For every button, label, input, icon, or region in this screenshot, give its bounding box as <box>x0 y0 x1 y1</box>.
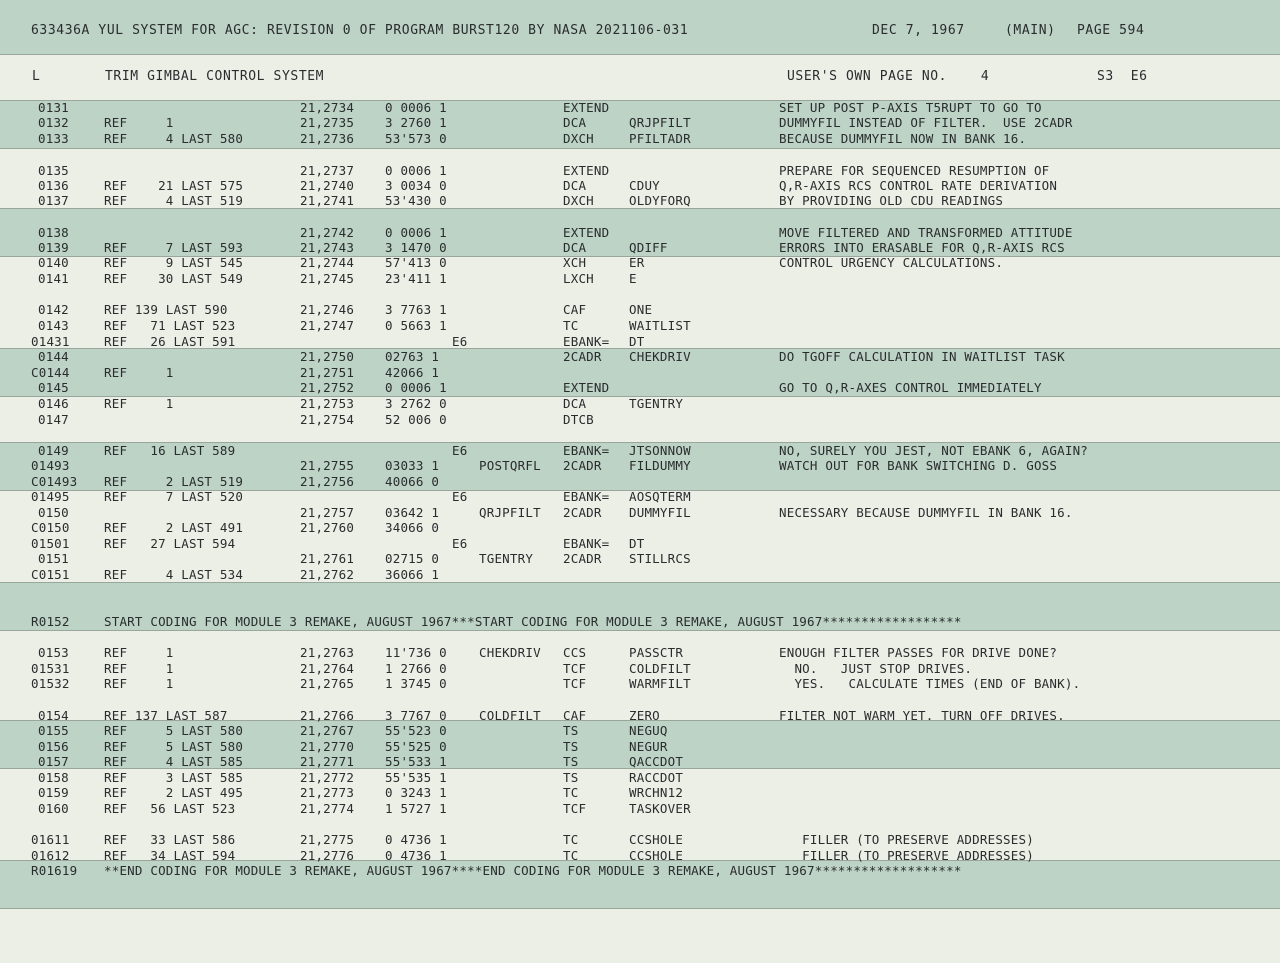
line-addr: 21,2747 <box>300 318 355 333</box>
listing-line <box>0 334 1280 349</box>
line-seq: C0150 <box>31 520 70 535</box>
line-op: DXCH <box>563 193 594 208</box>
line-seq: 0142 <box>38 302 69 317</box>
line-seq: 0154 <box>38 708 69 723</box>
listing-line <box>0 380 1280 395</box>
line-word: 03033 1 <box>385 458 440 473</box>
line-addr: 21,2746 <box>300 302 355 317</box>
band-edge <box>0 148 1280 149</box>
line-word: 36066 1 <box>385 567 440 582</box>
line-label: QRJPFILT <box>479 505 541 520</box>
line-addr: 21,2770 <box>300 739 355 754</box>
line-op: EBANK= <box>563 489 610 504</box>
line-word: 3 7767 0 <box>385 708 447 723</box>
subheader-title: TRIM GIMBAL CONTROL SYSTEM <box>105 69 325 84</box>
line-addr: 21,2754 <box>300 412 355 427</box>
line-ref: REF 56 LAST 523 <box>104 801 236 816</box>
line-word: 03642 1 <box>385 505 440 520</box>
line-ref: REF 2 LAST 519 <box>104 474 244 489</box>
line-word: 3 2760 1 <box>385 115 447 130</box>
line-operand: STILLRCS <box>629 551 691 566</box>
listing-line <box>0 801 1280 816</box>
line-ref: REF 4 LAST 534 <box>104 567 244 582</box>
band-edge <box>0 582 1280 583</box>
line-op: TS <box>563 770 579 785</box>
line-addr: 21,2737 <box>300 163 355 178</box>
line-ref: REF 30 LAST 549 <box>104 271 244 286</box>
line-word: 42066 1 <box>385 365 440 380</box>
line-addr: 21,2760 <box>300 520 355 535</box>
line-seq: 01431 <box>31 334 70 349</box>
line-op: TCF <box>563 661 587 676</box>
line-ref: REF 1 <box>104 115 174 130</box>
line-ref: REF 1 <box>104 676 174 691</box>
line-operand: WRCHN12 <box>629 785 684 800</box>
line-addr: 21,2735 <box>300 115 355 130</box>
line-operand: CCSHOLE <box>629 832 684 847</box>
line-addr: 21,2774 <box>300 801 355 816</box>
line-op: EXTEND <box>563 163 610 178</box>
line-ref: REF 4 LAST 580 <box>104 131 244 146</box>
line-ref: REF 137 LAST 587 <box>104 708 228 723</box>
listing-line <box>0 754 1280 769</box>
listing-line <box>0 551 1280 566</box>
line-addr: 21,2761 <box>300 551 355 566</box>
subheader-marker: L <box>32 69 41 84</box>
line-comment: FILTER NOT WARM YET. TURN OFF DRIVES. <box>779 708 1065 723</box>
line-word: 53'430 0 <box>385 193 447 208</box>
line-seq: 0143 <box>38 318 69 333</box>
line-comment: NO, SURELY YOU JEST, NOT EBANK 6, AGAIN? <box>779 443 1089 458</box>
line-addr: 21,2756 <box>300 474 355 489</box>
line-addr: 21,2743 <box>300 240 355 255</box>
line-addr: 21,2771 <box>300 754 355 769</box>
listing-line <box>0 458 1280 473</box>
line-word: E6 <box>452 536 468 551</box>
listing-line <box>0 163 1280 178</box>
line-comment: Q,R-AXIS RCS CONTROL RATE DERIVATION <box>779 178 1058 193</box>
line-addr: 21,2763 <box>300 645 355 660</box>
line-seq: C0151 <box>31 567 70 582</box>
line-ref: REF 34 LAST 594 <box>104 848 236 863</box>
line-operand: NEGUQ <box>629 723 668 738</box>
line-seq: 0151 <box>38 551 69 566</box>
line-op: TS <box>563 754 579 769</box>
listing-line <box>0 645 1280 660</box>
line-ref: REF 33 LAST 586 <box>104 832 236 847</box>
line-word: 52 006 0 <box>385 412 447 427</box>
listing-line <box>0 178 1280 193</box>
line-ref: REF 5 LAST 580 <box>104 723 244 738</box>
line-op: DCA <box>563 240 587 255</box>
line-word: 23'411 1 <box>385 271 447 286</box>
line-operand: DT <box>629 334 645 349</box>
line-operand: CDUY <box>629 178 660 193</box>
line-addr: 21,2765 <box>300 676 355 691</box>
line-word: 0 4736 1 <box>385 848 447 863</box>
listing-line <box>0 225 1280 240</box>
line-operand: WAITLIST <box>629 318 691 333</box>
line-op: TC <box>563 848 579 863</box>
line-comment: WATCH OUT FOR BANK SWITCHING D. GOSS <box>779 458 1058 473</box>
listing-line <box>0 785 1280 800</box>
line-label: COLDFILT <box>479 708 541 723</box>
subheader-codes: S3 E6 <box>1097 69 1148 84</box>
line-label: TGENTRY <box>479 551 534 566</box>
line-ref: REF 1 <box>104 396 174 411</box>
line-word: E6 <box>452 489 468 504</box>
listing-line <box>0 676 1280 691</box>
line-operand: JTSONNOW <box>629 443 691 458</box>
line-op: EXTEND <box>563 100 610 115</box>
line-operand: NEGUR <box>629 739 668 754</box>
line-ref: REF 26 LAST 591 <box>104 334 236 349</box>
line-seq: C01493 <box>31 474 78 489</box>
line-operand: ER <box>629 255 645 270</box>
listing-line <box>0 365 1280 380</box>
line-word: 0 5663 1 <box>385 318 447 333</box>
line-word: 57'413 0 <box>385 255 447 270</box>
listing-line <box>0 131 1280 146</box>
line-operand: FILDUMMY <box>629 458 691 473</box>
listing-line <box>0 302 1280 317</box>
line-op: TS <box>563 739 579 754</box>
listing-line <box>0 412 1280 427</box>
listing-line <box>0 848 1280 863</box>
line-addr: 21,2740 <box>300 178 355 193</box>
line-word: 0 0006 1 <box>385 225 447 240</box>
listing-line <box>0 739 1280 754</box>
listing-line <box>0 770 1280 785</box>
subheader-user-page: USER'S OWN PAGE NO. 4 <box>787 69 990 84</box>
line-comment: BY PROVIDING OLD CDU READINGS <box>779 193 1004 208</box>
line-ref: REF 16 LAST 589 <box>104 443 236 458</box>
line-ref: REF 2 LAST 495 <box>104 785 244 800</box>
line-word: 55'525 0 <box>385 739 447 754</box>
band-edge <box>0 54 1280 55</box>
line-seq: 01612 <box>31 848 70 863</box>
line-comment: FILLER (TO PRESERVE ADDRESSES) <box>779 848 1034 863</box>
listing-line <box>0 708 1280 723</box>
line-op: DCA <box>563 178 587 193</box>
line-seq: 0145 <box>38 380 69 395</box>
line-addr: 21,2744 <box>300 255 355 270</box>
line-op: TC <box>563 832 579 847</box>
line-operand: DT <box>629 536 645 551</box>
line-comment: PREPARE FOR SEQUENCED RESUMPTION OF <box>779 163 1050 178</box>
line-comment: BECAUSE DUMMYFIL NOW IN BANK 16. <box>779 131 1027 146</box>
line-operand: PFILTADR <box>629 131 691 146</box>
line-ref: REF 27 LAST 594 <box>104 536 236 551</box>
line-seq: 0153 <box>38 645 69 660</box>
line-op: 2CADR <box>563 349 602 364</box>
line-addr: 21,2755 <box>300 458 355 473</box>
line-op: 2CADR <box>563 505 602 520</box>
line-word: E6 <box>452 443 468 458</box>
line-label: POSTQRFL <box>479 458 541 473</box>
line-word: E6 <box>452 334 468 349</box>
header-page: PAGE 594 <box>1077 23 1145 38</box>
line-word: 55'535 1 <box>385 770 447 785</box>
listing-line <box>0 863 1280 878</box>
line-operand: QACCDOT <box>629 754 684 769</box>
listing-line <box>0 396 1280 411</box>
line-operand: COLDFILT <box>629 661 691 676</box>
band-edge <box>0 208 1280 209</box>
listing-line <box>0 505 1280 520</box>
line-comment: DUMMYFIL INSTEAD OF FILTER. USE 2CADR <box>779 115 1073 130</box>
line-op: CAF <box>563 302 587 317</box>
listing-line <box>0 100 1280 115</box>
line-ref: REF 71 LAST 523 <box>104 318 236 333</box>
line-word: 3 1470 0 <box>385 240 447 255</box>
line-op: DCA <box>563 396 587 411</box>
line-operand: RACCDOT <box>629 770 684 785</box>
line-comment: ENOUGH FILTER PASSES FOR DRIVE DONE? <box>779 645 1058 660</box>
line-op: EBANK= <box>563 536 610 551</box>
line-addr: 21,2766 <box>300 708 355 723</box>
line-seq: 01493 <box>31 458 70 473</box>
listing-line <box>0 489 1280 504</box>
line-word: 11'736 0 <box>385 645 447 660</box>
listing-line <box>0 318 1280 333</box>
line-word: 02715 0 <box>385 551 440 566</box>
line-op: EBANK= <box>563 443 610 458</box>
line-ref: REF 1 <box>104 661 174 676</box>
line-seq: 01501 <box>31 536 70 551</box>
line-seq: 0138 <box>38 225 69 240</box>
line-word: 0 0006 1 <box>385 100 447 115</box>
line-op: TCF <box>563 676 587 691</box>
line-seq: 0139 <box>38 240 69 255</box>
line-op: TCF <box>563 801 587 816</box>
line-op: 2CADR <box>563 458 602 473</box>
line-operand: PASSCTR <box>629 645 684 660</box>
header-main: (MAIN) <box>1005 23 1056 38</box>
listing-line <box>0 474 1280 489</box>
line-seq: 0135 <box>38 163 69 178</box>
line-word: 3 2762 0 <box>385 396 447 411</box>
line-comment: NECESSARY BECAUSE DUMMYFIL IN BANK 16. <box>779 505 1073 520</box>
line-seq: 0131 <box>38 100 69 115</box>
listing-line <box>0 661 1280 676</box>
line-seq: 0141 <box>38 271 69 286</box>
line-word: 3 7763 1 <box>385 302 447 317</box>
line-word: 55'523 0 <box>385 723 447 738</box>
line-seq: 0147 <box>38 412 69 427</box>
line-word: 40066 0 <box>385 474 440 489</box>
line-ref: REF 1 <box>104 645 174 660</box>
line-ref: REF 4 LAST 519 <box>104 193 244 208</box>
line-addr: 21,2773 <box>300 785 355 800</box>
line-operand: CHEKDRIV <box>629 349 691 364</box>
line-addr: 21,2775 <box>300 832 355 847</box>
line-addr: 21,2736 <box>300 131 355 146</box>
line-seq: 0133 <box>38 131 69 146</box>
line-ref: REF 21 LAST 575 <box>104 178 244 193</box>
line-ref: START CODING FOR MODULE 3 REMAKE, AUGUST 1967***START CODING FOR MODULE 3 REMAKE, AUGUST 1967****************** <box>104 614 962 629</box>
line-ref: REF 7 LAST 520 <box>104 489 244 504</box>
line-ref: REF 4 LAST 585 <box>104 754 244 769</box>
line-addr: 21,2750 <box>300 349 355 364</box>
line-comment: DO TGOFF CALCULATION IN WAITLIST TASK <box>779 349 1065 364</box>
line-ref: REF 5 LAST 580 <box>104 739 244 754</box>
line-operand: E <box>629 271 637 286</box>
line-op: EBANK= <box>563 334 610 349</box>
listing-line <box>0 115 1280 130</box>
listing-line <box>0 520 1280 535</box>
line-addr: 21,2741 <box>300 193 355 208</box>
line-ref: REF 9 LAST 545 <box>104 255 244 270</box>
line-word: 55'533 1 <box>385 754 447 769</box>
line-comment: FILLER (TO PRESERVE ADDRESSES) <box>779 832 1034 847</box>
line-word: 1 2766 0 <box>385 661 447 676</box>
line-seq: 0140 <box>38 255 69 270</box>
line-seq: 0137 <box>38 193 69 208</box>
line-op: EXTEND <box>563 225 610 240</box>
line-addr: 21,2772 <box>300 770 355 785</box>
line-operand: QRJPFILT <box>629 115 691 130</box>
line-seq: 0150 <box>38 505 69 520</box>
line-seq: 01611 <box>31 832 70 847</box>
line-ref: REF 2 LAST 491 <box>104 520 244 535</box>
line-addr: 21,2767 <box>300 723 355 738</box>
line-comment: GO TO Q,R-AXES CONTROL IMMEDIATELY <box>779 380 1042 395</box>
line-seq: 0160 <box>38 801 69 816</box>
line-label: CHEKDRIV <box>479 645 541 660</box>
listing-line <box>0 567 1280 582</box>
line-addr: 21,2776 <box>300 848 355 863</box>
line-operand: ONE <box>629 302 653 317</box>
line-seq: R0152 <box>31 614 70 629</box>
line-seq: 0156 <box>38 739 69 754</box>
line-op: TC <box>563 785 579 800</box>
line-operand: WARMFILT <box>629 676 691 691</box>
line-operand: ZERO <box>629 708 660 723</box>
listing-line <box>0 536 1280 551</box>
line-seq: 01495 <box>31 489 70 504</box>
line-addr: 21,2734 <box>300 100 355 115</box>
line-ref: **END CODING FOR MODULE 3 REMAKE, AUGUST 1967****END CODING FOR MODULE 3 REMAKE, AUGUST 1967******************* <box>104 863 962 878</box>
line-seq: C0144 <box>31 365 70 380</box>
line-seq: 0136 <box>38 178 69 193</box>
line-word: 3 0034 0 <box>385 178 447 193</box>
listing-line <box>0 240 1280 255</box>
header-date: DEC 7, 1967 <box>872 23 965 38</box>
line-op: LXCH <box>563 271 594 286</box>
line-op: CCS <box>563 645 587 660</box>
listing-line <box>0 349 1280 364</box>
band-edge <box>0 908 1280 909</box>
band-edge <box>0 630 1280 631</box>
line-addr: 21,2757 <box>300 505 355 520</box>
line-comment: SET UP POST P-AXIS T5RUPT TO GO TO <box>779 100 1042 115</box>
line-ref: REF 3 LAST 585 <box>104 770 244 785</box>
listing-line <box>0 614 1280 629</box>
line-seq: 01532 <box>31 676 70 691</box>
line-addr: 21,2753 <box>300 396 355 411</box>
line-operand: AOSQTERM <box>629 489 691 504</box>
line-operand: DUMMYFIL <box>629 505 691 520</box>
line-seq: 0155 <box>38 723 69 738</box>
line-ref: REF 7 LAST 593 <box>104 240 244 255</box>
line-seq: 0149 <box>38 443 69 458</box>
line-word: 0 3243 1 <box>385 785 447 800</box>
line-ref: REF 1 <box>104 365 174 380</box>
line-seq: 0159 <box>38 785 69 800</box>
line-addr: 21,2762 <box>300 567 355 582</box>
line-op: CAF <box>563 708 587 723</box>
line-operand: TASKOVER <box>629 801 691 816</box>
line-op: TS <box>563 723 579 738</box>
line-op: DXCH <box>563 131 594 146</box>
line-addr: 21,2745 <box>300 271 355 286</box>
line-seq: 0132 <box>38 115 69 130</box>
line-word: 53'573 0 <box>385 131 447 146</box>
line-comment: ERRORS INTO ERASABLE FOR Q,R-AXIS RCS <box>779 240 1065 255</box>
line-operand: TGENTRY <box>629 396 684 411</box>
line-word: 0 0006 1 <box>385 380 447 395</box>
line-seq: 01531 <box>31 661 70 676</box>
line-seq: 0144 <box>38 349 69 364</box>
line-op: XCH <box>563 255 587 270</box>
line-addr: 21,2752 <box>300 380 355 395</box>
listing-line <box>0 723 1280 738</box>
listing-line <box>0 443 1280 458</box>
line-op: DTCB <box>563 412 594 427</box>
line-word: 1 5727 1 <box>385 801 447 816</box>
line-op: TC <box>563 318 579 333</box>
line-word: 34066 0 <box>385 520 440 535</box>
line-word: 1 3745 0 <box>385 676 447 691</box>
listing-line <box>0 255 1280 270</box>
line-seq: 0146 <box>38 396 69 411</box>
line-op: 2CADR <box>563 551 602 566</box>
line-seq: 0157 <box>38 754 69 769</box>
line-addr: 21,2751 <box>300 365 355 380</box>
line-operand: OLDYFORQ <box>629 193 691 208</box>
line-seq: 0158 <box>38 770 69 785</box>
line-operand: CCSHOLE <box>629 848 684 863</box>
line-addr: 21,2742 <box>300 225 355 240</box>
line-word: 02763 1 <box>385 349 440 364</box>
listing-line <box>0 271 1280 286</box>
header-program: 633436A YUL SYSTEM FOR AGC: REVISION 0 OF PROGRAM BURST120 BY NASA 2021106-031 <box>31 23 689 38</box>
line-operand: QDIFF <box>629 240 668 255</box>
line-ref: REF 139 LAST 590 <box>104 302 228 317</box>
line-comment: MOVE FILTERED AND TRANSFORMED ATTITUDE <box>779 225 1073 240</box>
listing-line <box>0 193 1280 208</box>
line-comment: CONTROL URGENCY CALCULATIONS. <box>779 255 1004 270</box>
line-word: 0 0006 1 <box>385 163 447 178</box>
line-comment: YES. CALCULATE TIMES (END OF BANK). <box>779 676 1081 691</box>
line-op: DCA <box>563 115 587 130</box>
listing-subheader <box>0 69 1280 84</box>
listing-header <box>0 23 1280 38</box>
line-comment: NO. JUST STOP DRIVES. <box>779 661 973 676</box>
listing-line <box>0 832 1280 847</box>
line-seq: R01619 <box>31 863 78 878</box>
line-addr: 21,2764 <box>300 661 355 676</box>
line-op: EXTEND <box>563 380 610 395</box>
line-word: 0 4736 1 <box>385 832 447 847</box>
